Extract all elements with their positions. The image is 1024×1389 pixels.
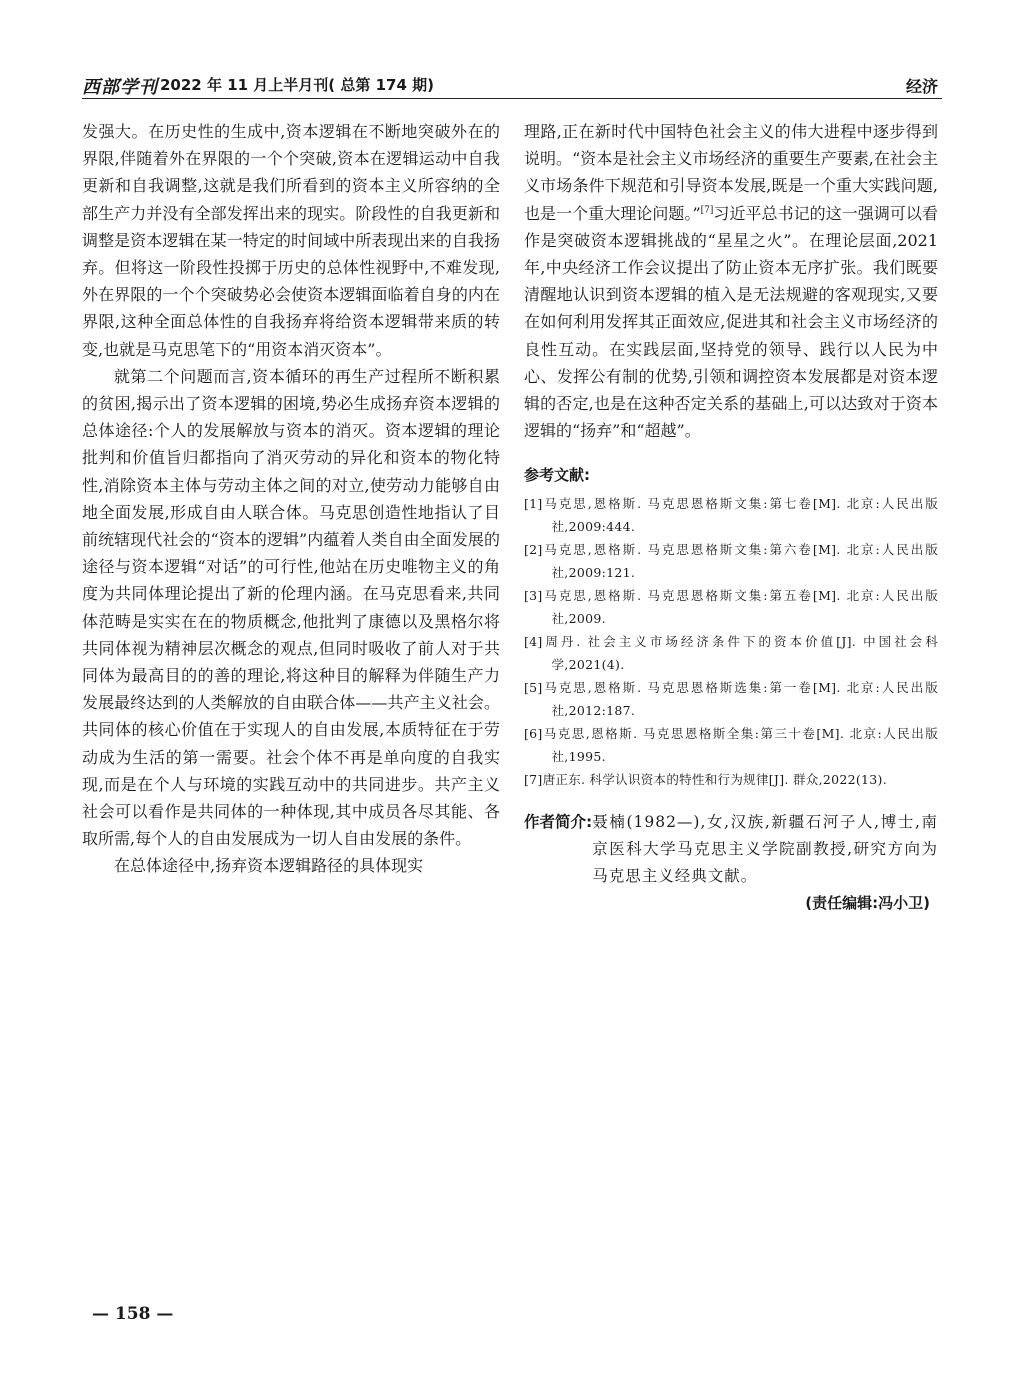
author-bio bbox=[524, 809, 938, 890]
reference-item: [3]马克思,恩格斯. 马克思恩格斯文集:第五卷[M]. 北京:人民出版社,2009. bbox=[524, 588, 938, 627]
paragraph-text: 习近平总书记的这一强调可以看作是突破资本逻辑挑战的“星星之火”。在理论层面,2021年,中央经济工作会议提出了防止资本无序扩张。我们既要清醒地认识到资本逻辑的植入是无法规避的客观现实,又要在如何利用发挥其正面效应,促进其和社会主义市场经济的良性互动。在实践层面,坚持党的领导、践行以人民为中心、发挥公有制的优势,引领和调控资本发展都是对资本逻辑的否定,也是在这种否定关系的基础上,可以达致对于资本逻辑的“扬弃”和“超越”。 bbox=[524, 203, 938, 441]
responsible-editor: (责任编辑:冯小卫) bbox=[805, 894, 930, 913]
paragraph-text: 理路,正在新时代中国特色社会主义的伟大进程中逐步得到说明。“资本是社会主义市场经济的重要生产要素,在社会主义市场条件下规范和引导资本发展,既是一个重大实践问题,也是一个重大理论问题。” bbox=[524, 122, 938, 223]
reference-item: [7]唐正东. 科学认识资本的特性和行为规律[J]. 群众,2022(13). bbox=[524, 772, 887, 788]
paragraph bbox=[524, 118, 938, 444]
reference-item: [4]周丹. 社会主义市场经济条件下的资本价值[J]. 中国社会科学,2021(4). bbox=[524, 634, 938, 673]
reference-item: [6]马克思,恩格斯. 马克思恩格斯全集:第三十卷[M]. 北京:人民出版社,1995. bbox=[524, 726, 938, 765]
left-column bbox=[82, 118, 500, 880]
section-label: 经济 bbox=[905, 77, 938, 96]
reference-item: [5]马克思,恩格斯. 马克思恩格斯选集:第一卷[M]. 北京:人民出版社,2012:187. bbox=[524, 680, 938, 719]
author-bio-label: 作者简介: bbox=[524, 813, 593, 832]
citation-marker: [7] bbox=[700, 205, 714, 216]
right-column bbox=[524, 118, 938, 916]
references-heading: 参考文献: bbox=[524, 466, 590, 485]
references-list bbox=[524, 492, 938, 791]
paragraph: 发强大。在历史性的生成中,资本逻辑在不断地突破外在的界限,伴随着外在界限的一个个突破,资本在逻辑运动中自我更新和自我调整,这就是我们所看到的资本主义所容纳的全部生产力并没有全部发挥出来的现实。阶段性的自我更新和调整是资本逻辑在某一特定的时间域中所表现出来的自我扬弃。但将这一阶段性投掷于历史的总体性视野中,不难发现,外在界限的一个个突破势必会使资本逻辑面临着自身的内在界限,这种全面总体性的自我扬弃将给资本逻辑带来质的转变,也就是马克思笔下的“用资本消灭资本”。 bbox=[82, 122, 500, 359]
journal-logo: 西部学刊 bbox=[82, 77, 158, 98]
issue-info: 2022 年 11 月上半月刊( 总第 174 期) bbox=[160, 76, 434, 94]
paragraph: 就第二个问题而言,资本循环的再生产过程所不断积累的贫困,揭示出了资本逻辑的困境,势必生成扬弃资本逻辑的总体途径:个人的发展解放与资本的消灭。资本逻辑的理论批判和价值旨归都指向了消灭劳动的异化和资本的物化特性,消除资本主体与劳动主体之间的对立,使劳动力能够自由地全面发展,形成自由人联合体。马克思创造性地指认了目前统辖现代社会的“资本的逻辑”内蕴着人类自由全面发展的途径与资本逻辑“对话”的可行性,他站在历史唯物主义的角度为共同体理论提出了新的伦理内涵。在马克思看来,共同体范畴是实实在在的物质概念,他批判了康德以及黑格尔将共同体视为精神层次概念的观点,但同时吸收了前人对于共同体为最高目的的善的理论,将这种目的解释为伴随生产力发展最终达到的人类解放的自由联合体——共产主义社会。共同体的核心价值在于实现人的自由发展,本质特征在于劳动成为生活的第一需要。社会个体不再是单向度的自我实现,而是在个人与环境的实践互动中的共同进步。共产主义社会可以看作是共同体的一种体现,其中成员各尽其能、各取所需,每个人的自由发展成为一切人自由发展的条件。 bbox=[82, 366, 500, 849]
paragraph: 在总体途径中,扬弃资本逻辑路径的具体现实 bbox=[114, 856, 424, 876]
author-bio-text: 聂楠(1982—),女,汉族,新疆石河子人,博士,南京医科大学马克思主义学院副教授,研究方向为马克思主义经典文献。 bbox=[592, 813, 938, 886]
reference-item: [2]马克思,恩格斯. 马克思恩格斯文集:第六卷[M]. 北京:人民出版社,2009:121. bbox=[524, 542, 938, 581]
reference-item: [1]马克思,恩格斯. 马克思恩格斯文集:第七卷[M]. 北京:人民出版社,2009:444. bbox=[524, 496, 938, 535]
running-header bbox=[82, 72, 942, 99]
page-number: — 158 — bbox=[92, 1304, 174, 1324]
